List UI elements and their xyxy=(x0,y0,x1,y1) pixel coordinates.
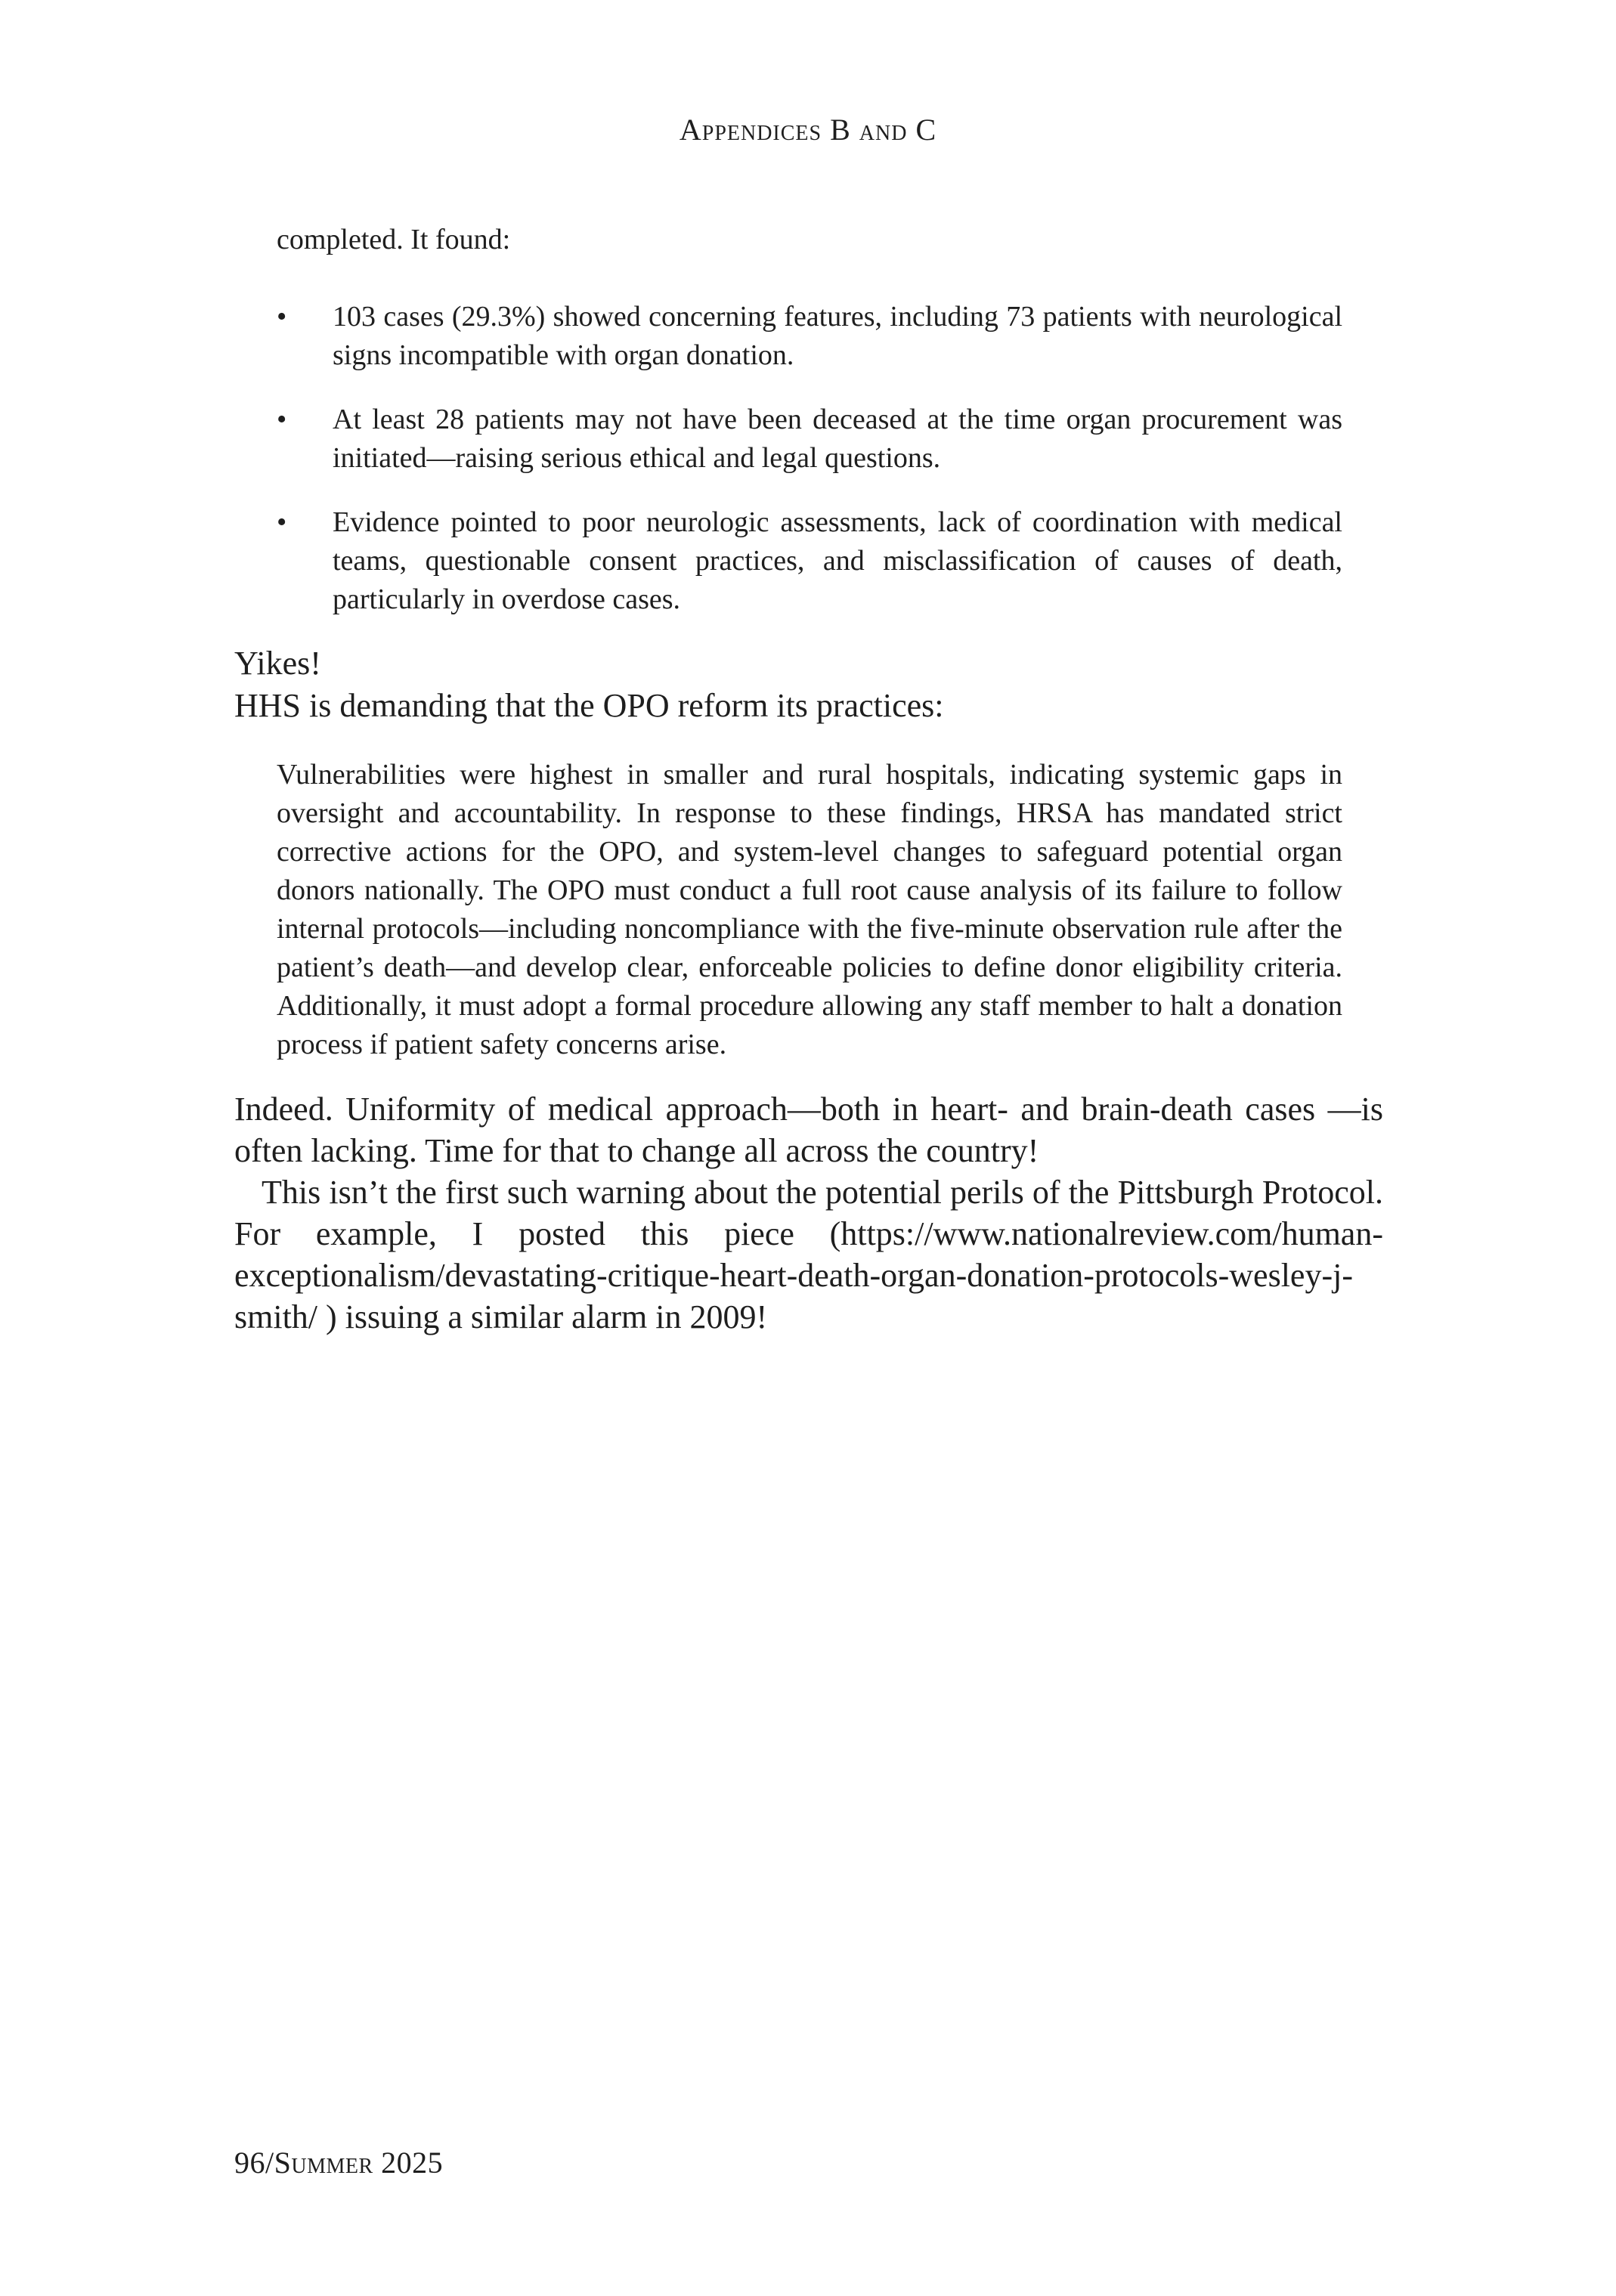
finding-item xyxy=(277,503,1342,619)
page-footer xyxy=(234,2145,443,2180)
finding-item xyxy=(277,401,1342,478)
issue-label: Summer 2025 xyxy=(274,2146,444,2180)
finding-text: 103 cases (29.3%) showed concerning features, including 73 patients with neurological signs incompatible with organ donation. xyxy=(333,301,1342,371)
exclamation-paragraph: Yikes! xyxy=(234,645,321,682)
first-warning-paragraph: This isn’t the first such warning about the potential perils of the Pittsburgh Protocol. For example, I posted this piece (https://www.nationalreview.com/human-exceptionalism/devastating-critique-heart-death-organ-donation-protocols-wesley-j-smith/ ) issuing a similar alarm in 2009! xyxy=(234,1174,1383,1335)
lead-in-text: completed. It found: xyxy=(277,224,511,255)
findings-list xyxy=(277,298,1342,645)
finding-text: Evidence pointed to poor neurologic assessments, lack of coordination with medical teams, questionable consent practices, and misclassification of causes of death, particularly in overdose cases. xyxy=(333,506,1342,615)
bullet-icon: • xyxy=(277,404,287,435)
hhs-paragraph: HHS is demanding that the OPO reform its practices: xyxy=(234,687,944,724)
bullet-icon: • xyxy=(277,301,287,333)
finding-text: At least 28 patients may not have been deceased at the time organ procurement was initiated—raising serious ethical and legal questions. xyxy=(333,404,1342,474)
page-number: 96/ xyxy=(234,2146,274,2180)
bullet-icon: • xyxy=(277,506,287,538)
running-head: Appendices B and C xyxy=(679,113,937,147)
hrsa-excerpt-blockquote: Vulnerabilities were highest in smaller and rural hospitals, indicating systemic gaps in oversight and accountability. In response to these findings, HRSA has mandated strict corrective actions for the OPO, and system-level changes to safeguard potential organ donors nationally. The OPO must conduct a full root cause analysis of its failure to follow internal protocols—including noncompliance with the five-minute observation rule after the patient’s death—and develop clear, enforceable policies to define donor eligibility criteria. Additionally, it must adopt a formal procedure allowing any staff member to halt a donation process if patient safety concerns arise. xyxy=(277,759,1342,1060)
indeed-paragraph: Indeed. Uniformity of medical approach—both in heart- and brain-death cases —is often lacking. Time for that to change all across the country! xyxy=(234,1091,1383,1169)
finding-item xyxy=(277,298,1342,375)
